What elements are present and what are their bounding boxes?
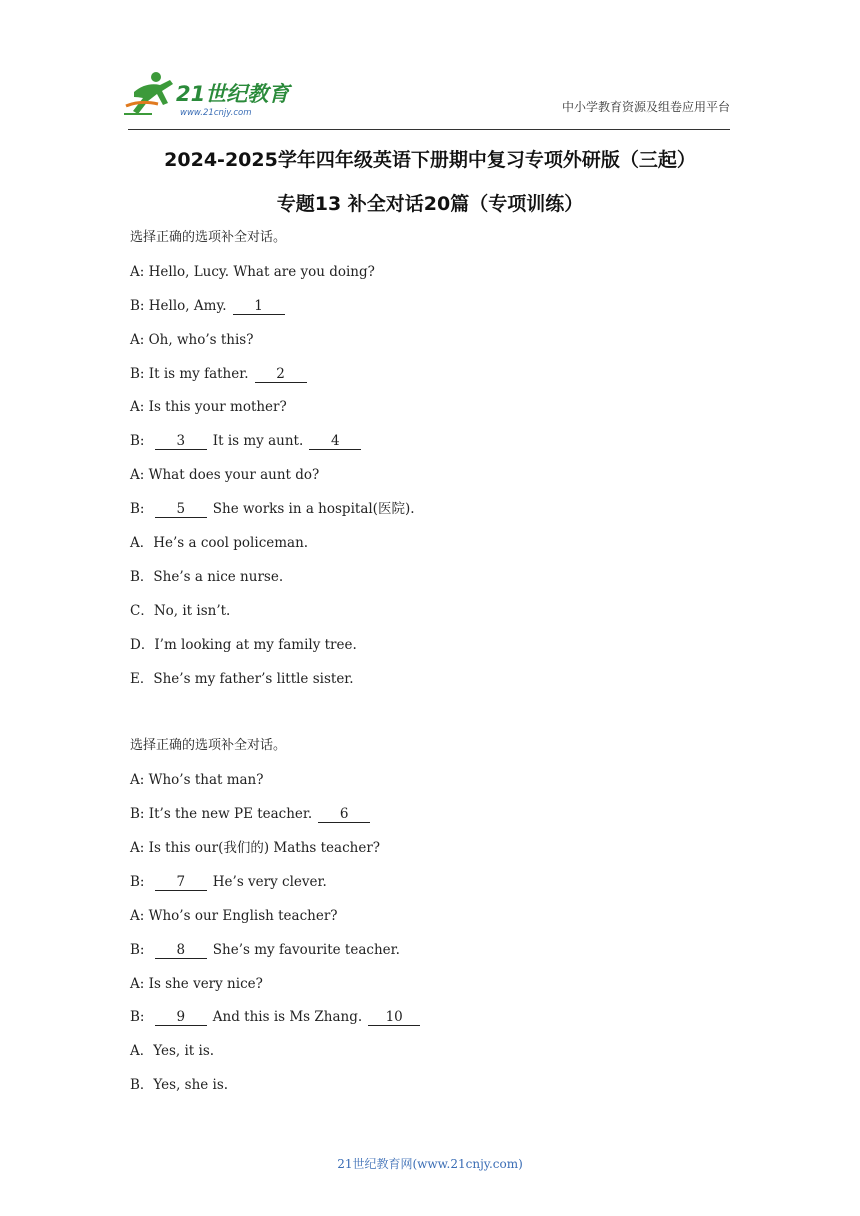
answer-blank[interactable]: 3 [155, 434, 207, 450]
answer-blank[interactable]: 8 [155, 943, 207, 959]
dialogue-text: It is my father. [148, 365, 249, 382]
dialogue-line [130, 771, 750, 805]
speaker-label: B: [130, 297, 145, 314]
dialogue-text: Hello, Lucy. What are you doing? [148, 263, 375, 280]
exercise-content [130, 229, 750, 1110]
dialogue-line [130, 398, 750, 432]
speaker-label: B: [130, 365, 145, 382]
speaker-label: A: [130, 772, 145, 789]
section-instruction: 选择正确的选项补全对话。 [130, 230, 287, 245]
speaker-label: A: [130, 331, 145, 348]
dialogue-line [130, 365, 750, 399]
dialogue-text: It is my aunt. [212, 433, 304, 450]
dialogue-text: She’s my favourite teacher. [212, 941, 400, 958]
dialogue-text: Is she very nice? [148, 975, 263, 992]
dialogue-line [130, 297, 750, 331]
dialogue-line [130, 500, 750, 534]
speaker-label: B: [130, 1009, 145, 1026]
answer-blank[interactable]: 2 [255, 367, 307, 383]
section-gap [130, 703, 750, 737]
answer-option: D．I’m looking at my family tree. [130, 636, 357, 653]
speaker-label: B: [130, 433, 145, 450]
speaker-label: B: [130, 806, 145, 823]
answer-option: B．Yes, she is. [130, 1077, 229, 1094]
dialogue-line [130, 1008, 750, 1042]
running-figure-icon [124, 72, 173, 114]
dialogue-text: It’s the new PE teacher. [148, 806, 313, 823]
dialogue-line [130, 263, 750, 297]
dialogue-line [130, 873, 750, 907]
logo [124, 70, 294, 118]
dialogue-line [130, 941, 750, 975]
speaker-label: B: [130, 873, 145, 890]
speaker-label: A: [130, 467, 145, 484]
section-instruction: 选择正确的选项补全对话。 [130, 738, 287, 754]
header-divider [128, 129, 730, 130]
dialogue-text: What does your aunt do? [148, 467, 320, 484]
dialogue-text: Hello, Amy. [148, 297, 227, 314]
page-footer: 21世纪教育网(www.21cnjy.com) [337, 1157, 523, 1171]
page-title: 2024-2025学年四年级英语下册期中复习专项外研版（三起） [164, 149, 696, 171]
dialogue-line [130, 331, 750, 365]
answer-blank[interactable]: 1 [233, 299, 285, 315]
dialogue-line [130, 466, 750, 500]
dialogue-text: And this is Ms Zhang. [212, 1009, 363, 1026]
answer-blank[interactable]: 6 [318, 807, 370, 823]
dialogue-line [130, 907, 750, 941]
answer-option: A．Yes, it is. [130, 1043, 215, 1060]
header-tagline: 中小学教育资源及组卷应用平台 [561, 100, 730, 114]
svg-text:21世纪教育: 21世纪教育 [176, 82, 290, 106]
dialogue-text: She works in a hospital(医院). [212, 501, 415, 518]
page-subtitle: 专题13 补全对话20篇（专项训练） [276, 193, 584, 215]
speaker-label: A: [130, 263, 145, 280]
speaker-label: A: [130, 975, 145, 992]
speaker-label: A: [130, 399, 145, 416]
speaker-label: B: [130, 501, 145, 518]
answer-blank[interactable]: 4 [309, 434, 361, 450]
speaker-label: B: [130, 941, 145, 958]
dialogue-line [130, 975, 750, 1009]
dialogue-text: Oh, who’s this? [148, 331, 254, 348]
dialogue-line [130, 432, 750, 466]
dialogue-text: Is this your mother? [148, 399, 287, 416]
answer-blank[interactable]: 9 [155, 1010, 207, 1026]
dialogue-text: Is this our(我们的) Maths teacher? [148, 840, 381, 857]
answer-option: A．He’s a cool policeman. [130, 535, 309, 552]
page-header [124, 68, 730, 130]
answer-blank[interactable]: 10 [368, 1010, 420, 1026]
speaker-label: A: [130, 840, 145, 857]
dialogue-line [130, 839, 750, 873]
dialogue-text: He’s very clever. [212, 873, 327, 890]
answer-option: B．She’s a nice nurse. [130, 568, 284, 585]
dialogue-line [130, 805, 750, 839]
svg-text:www.21cnjy.com: www.21cnjy.com [180, 108, 252, 118]
answer-option: C．No, it isn’t. [130, 602, 231, 619]
dialogue-text: Who’s that man? [148, 772, 264, 789]
answer-blank[interactable]: 5 [155, 502, 207, 518]
speaker-label: A: [130, 907, 145, 924]
answer-blank[interactable]: 7 [155, 875, 207, 891]
dialogue-text: Who’s our English teacher? [148, 907, 338, 924]
answer-option: E．She’s my father’s little sister. [130, 670, 354, 687]
